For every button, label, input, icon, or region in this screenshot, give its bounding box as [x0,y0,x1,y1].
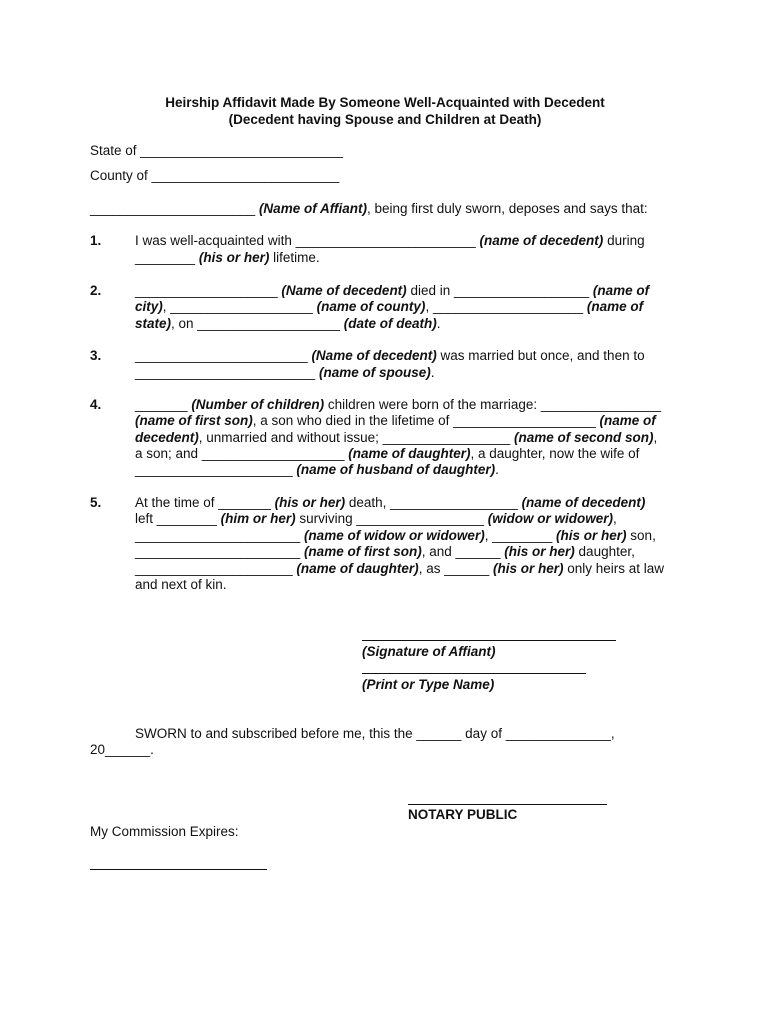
text: died in __________________ [406,283,593,298]
text: , [653,430,658,445]
field-label: decedent) [135,430,199,445]
text: . [430,365,435,380]
field-label: (name of husband of daughter) [296,462,496,477]
blank: ______________________ [90,201,259,216]
text: children were born of the marriage: ________________ [324,397,662,412]
item-number-1: 1. [90,233,102,248]
field-label: city) [135,299,163,314]
field-label: (date of death) [343,316,437,331]
field-label: (name of decedent) [521,495,646,510]
text: , a daughter, now the wife of [470,446,640,461]
item-1-line-1 [135,233,645,249]
text: daughter, [574,544,635,559]
text: At the time of _______ [135,495,275,510]
text: death, _________________ [345,495,522,510]
item-3-line-1 [135,348,645,364]
item-5-line-6: and next of kin. [135,577,227,592]
field-label: (widow or widower) [487,511,614,526]
text: _____________________ [135,561,297,576]
document-subtitle: (Decedent having Spouse and Children at Death) [228,112,542,127]
item-5-line-1 [135,495,645,511]
state-of-field: State of ___________________________ [90,143,343,158]
field-label: state) [135,316,172,331]
field-label: (name of [592,283,650,298]
field-label: (name of spouse) [318,365,431,380]
text: , and ______ [421,544,505,559]
field-label: (his or her) [198,250,270,265]
field-label: (his or her) [493,561,564,576]
commission-expires-line [90,869,267,870]
text: , [613,511,617,526]
print-or-type-name-label: (Print or Type Name) [362,677,495,692]
field-label: (his or her) [274,495,346,510]
field-label: (Name of decedent) [281,283,407,298]
text: I was well-acquainted with ________________________ [135,233,480,248]
field-label: (Name of Affiant) [258,201,367,216]
field-label: (his or her) [556,528,627,543]
item-4-line-3 [135,430,657,446]
text: a son; and ___________________ [135,446,349,461]
text: ________ [135,250,199,265]
text: , being first duly sworn, deposes and says that: [366,201,648,216]
item-4-line-5 [135,462,499,478]
text: _______________________ [135,348,312,363]
affiant-signature-line [362,640,616,641]
item-3-line-2 [135,365,434,381]
field-label: (name of [586,299,644,314]
text: lifetime. [269,250,320,265]
item-number-5: 5. [90,495,102,510]
text: , ________ [484,528,557,543]
text: , as ______ [418,561,493,576]
signature-of-affiant-label: (Signature of Affiant) [362,644,496,659]
item-number-2: 2. [90,283,102,298]
field-label: (his or her) [504,544,575,559]
document-title: Heirship Affidavit Made By Someone Well-Acquainted with Decedent [165,95,605,110]
field-label: (name of county) [316,299,426,314]
text: _______ [135,397,192,412]
notary-public-label: NOTARY PUBLIC [408,807,518,822]
text: . [436,316,441,331]
text: _____________________ [135,462,297,477]
field-label: (name of first son) [303,544,422,559]
item-4-line-4 [135,446,639,462]
item-2-line-3 [135,316,440,332]
text: surviving _________________ [295,511,488,526]
item-1-line-2 [135,250,320,266]
print-name-line [362,673,586,674]
item-number-4: 4. [90,397,102,412]
item-5-line-5 [135,561,664,577]
item-2-line-2 [135,299,643,315]
text: , unmarried and without issue; _________________ [198,430,514,445]
text: left ________ [135,511,221,526]
text: ______________________ [135,528,304,543]
field-label: (name of daughter) [296,561,419,576]
text: was married but once, and then to [436,348,645,363]
notary-signature-line [408,804,607,805]
text: ___________________ [135,283,282,298]
field-label: (name of decedent) [479,233,604,248]
item-2-line-1 [135,283,649,299]
text: ______________________ [135,544,304,559]
sworn-year: 20______. [90,742,154,757]
field-label: (name of [599,413,656,428]
field-label: (name of second son) [514,430,654,445]
item-5-line-3 [135,528,656,544]
affiant-statement [90,201,648,217]
text: only heirs at law [563,561,665,576]
county-of-field: County of _________________________ [90,168,340,183]
text: , ____________________ [425,299,587,314]
item-4-line-1 [135,397,661,413]
text: , a son who died in the lifetime of ___________________ [252,413,600,428]
text: ________________________ [135,365,319,380]
field-label: (Number of children) [191,397,325,412]
text: . [495,462,499,477]
item-number-3: 3. [90,348,102,363]
commission-expires-label: My Commission Expires: [90,824,239,839]
field-label: (name of widow or widower) [303,528,485,543]
field-label: (him or her) [220,511,296,526]
item-4-line-2 [135,413,656,429]
text: during [603,233,645,248]
item-5-line-4 [135,544,635,560]
item-5-line-2 [135,511,617,527]
text: , on ___________________ [171,316,344,331]
field-label: (name of first son) [135,413,253,428]
text: son, [626,528,656,543]
text: , ___________________ [162,299,317,314]
field-label: (Name of decedent) [311,348,437,363]
field-label: (name of daughter) [348,446,471,461]
sworn-statement: SWORN to and subscribed before me, this the ______ day of ______________, [135,726,615,741]
